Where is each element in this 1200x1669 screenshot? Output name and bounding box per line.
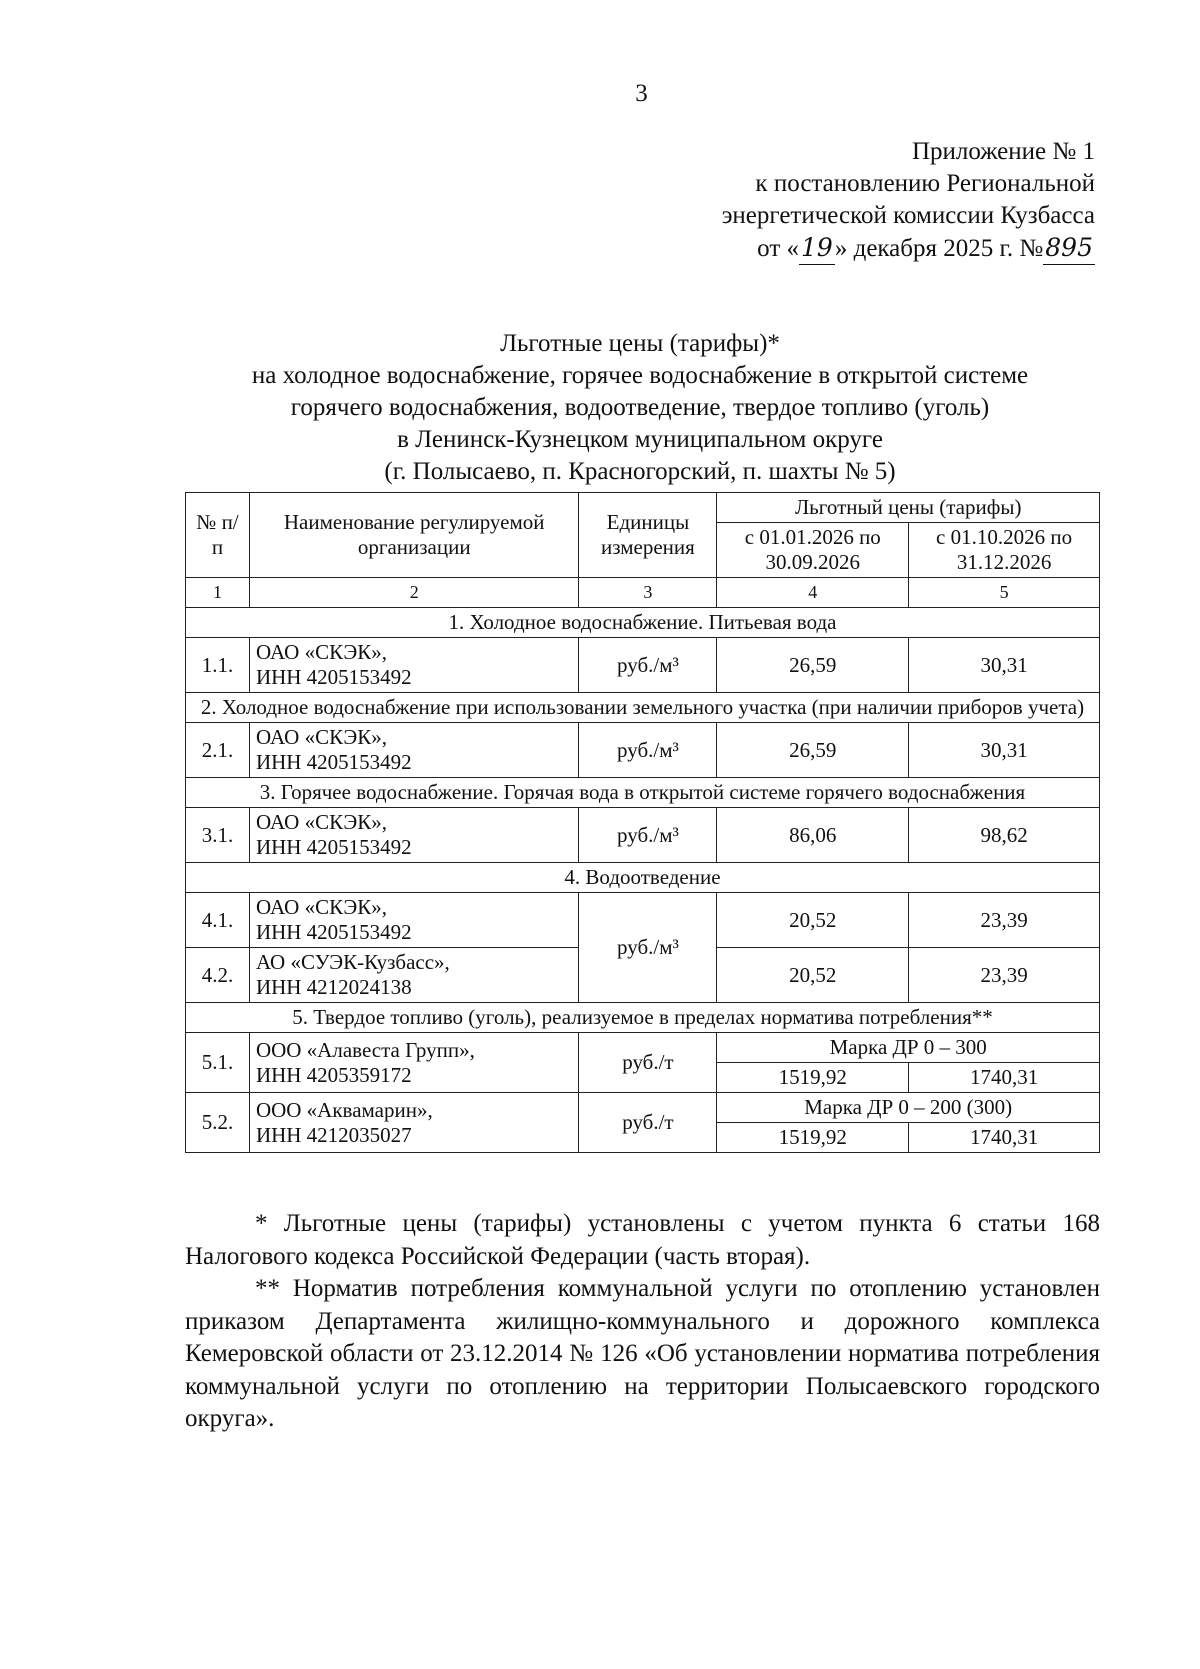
org-inn: ИНН 4205153492 xyxy=(255,750,412,774)
org-name: ООО «Аквамарин», xyxy=(255,1097,433,1122)
heading-title: Льготные цены (тарифы)* xyxy=(500,330,780,357)
price-period-2: 23,39 xyxy=(909,893,1100,948)
appendix-line-2: к постановлению Региональной xyxy=(755,170,1095,197)
org-inn: ИНН 4205153492 xyxy=(255,920,412,944)
price-period-1: 1519,92 xyxy=(717,1063,909,1093)
heading-line-3: горячего водоснабжения, водоотведение, твердое топливо (уголь) xyxy=(290,394,990,421)
coal-grade: Марка ДР 0 – 300 xyxy=(717,1033,1100,1063)
org-cell xyxy=(249,1033,579,1093)
row-num: 5.1. xyxy=(186,1033,250,1093)
header-num: № п/п xyxy=(186,493,250,578)
table-row xyxy=(186,638,1100,693)
coal-grade: Марка ДР 0 – 200 (300) xyxy=(717,1093,1100,1123)
date-middle: » декабря 2025 г. № xyxy=(834,235,1044,262)
unit-cell: руб./м³ xyxy=(579,893,717,1003)
column-index: 3 xyxy=(579,578,717,608)
column-index: 4 xyxy=(717,578,909,608)
org-name: ООО «Алавеста Групп», xyxy=(255,1037,475,1062)
price-period-2: 30,31 xyxy=(909,723,1100,778)
unit-cell: руб./т xyxy=(579,1093,717,1153)
header-unit: Единицы измерения xyxy=(579,493,717,578)
table-row xyxy=(186,893,1100,948)
org-name: ОАО «СКЭК», xyxy=(255,725,387,749)
row-num: 4.2. xyxy=(186,948,250,1003)
table-row xyxy=(186,723,1100,778)
section-5-title: 5. Твердое топливо (уголь), реализуемое в пределах норматива потребления** xyxy=(186,1003,1100,1033)
heading-line-5: (г. Полысаево, п. Красногорский, п. шахты № 5) xyxy=(384,458,896,485)
section-4-title: 4. Водоотведение xyxy=(186,863,1100,893)
page-number: 3 xyxy=(635,80,648,107)
header-prices: Льготный цены (тарифы) xyxy=(717,493,1100,523)
org-cell xyxy=(249,948,579,1003)
price-period-2: 1740,31 xyxy=(909,1123,1100,1153)
header-org: Наименование регулируемой организации xyxy=(249,493,579,578)
handwritten-number: 895 xyxy=(1043,232,1095,265)
table-row xyxy=(186,1093,1100,1123)
org-cell xyxy=(249,638,579,693)
column-index: 2 xyxy=(249,578,579,608)
org-cell xyxy=(249,1093,579,1153)
appendix-block xyxy=(655,136,1095,265)
table-row xyxy=(186,1033,1100,1063)
org-cell xyxy=(249,893,579,948)
price-period-2: 1740,31 xyxy=(909,1063,1100,1093)
price-period-1: 20,52 xyxy=(717,948,909,1003)
heading-line-4: в Ленинск-Кузнецком муниципальном округе xyxy=(397,426,883,453)
table-row xyxy=(186,808,1100,863)
org-cell xyxy=(249,808,579,863)
column-index: 1 xyxy=(186,578,250,608)
header-period-1: с 01.01.2026 по 30.09.2026 xyxy=(717,523,909,578)
footnotes xyxy=(185,1208,1100,1436)
row-num: 1.1. xyxy=(186,638,250,693)
heading-line-2: на холодное водоснабжение, горячее водоснабжение в открытой системе xyxy=(251,362,1029,389)
section-2-title: 2. Холодное водоснабжение при использовании земельного участка (при наличии приборов учета) xyxy=(186,693,1100,723)
appendix-line-3: энергетической комиссии Кузбасса xyxy=(721,202,1095,229)
price-period-2: 23,39 xyxy=(909,948,1100,1003)
appendix-title: Приложение № 1 xyxy=(911,138,1095,165)
row-num: 3.1. xyxy=(186,808,250,863)
unit-cell: руб./м³ xyxy=(579,808,717,863)
org-inn: ИНН 4205359172 xyxy=(255,1062,412,1087)
document-heading xyxy=(190,328,1090,488)
price-period-1: 20,52 xyxy=(717,893,909,948)
org-name: ОАО «СКЭК», xyxy=(255,810,387,834)
org-inn: ИНН 4212024138 xyxy=(255,975,412,999)
price-period-1: 1519,92 xyxy=(717,1123,909,1153)
org-cell xyxy=(249,723,579,778)
org-inn: ИНН 4212035027 xyxy=(255,1122,412,1147)
tariff-table xyxy=(185,492,1100,1153)
date-prefix: от « xyxy=(757,235,800,262)
price-period-1: 26,59 xyxy=(717,723,909,778)
org-inn: ИНН 4205153492 xyxy=(255,665,412,689)
price-period-2: 30,31 xyxy=(909,638,1100,693)
org-name: АО «СУЭК-Кузбасс», xyxy=(255,950,450,974)
unit-cell: руб./т xyxy=(579,1033,717,1093)
price-period-2: 98,62 xyxy=(909,808,1100,863)
unit-cell: руб./м³ xyxy=(579,638,717,693)
price-period-1: 86,06 xyxy=(717,808,909,863)
unit-cell: руб./м³ xyxy=(579,723,717,778)
footnote-2: ** Норматив потребления коммунальной услуги по отоплению установлен приказом Департамента жилищно-коммунального и дорожного комплекса Кемеровской области от 23.12.2014 № 126 «Об установлении норматива потребления коммунальной услуги по отоплению на территории Полысаевского городского округа». xyxy=(185,1275,1100,1432)
handwritten-day: 19 xyxy=(799,232,835,265)
column-index-row xyxy=(186,578,1100,608)
org-inn: ИНН 4205153492 xyxy=(255,835,412,859)
price-period-1: 26,59 xyxy=(717,638,909,693)
section-1-title: 1. Холодное водоснабжение. Питьевая вода xyxy=(186,608,1100,638)
footnote-1: * Льготные цены (тарифы) установлены с учетом пункта 6 статьи 168 Налогового кодекса Российской Федерации (часть вторая). xyxy=(185,1210,1100,1270)
column-index: 5 xyxy=(909,578,1100,608)
section-3-title: 3. Горячее водоснабжение. Горячая вода в открытой системе горячего водоснабжения xyxy=(186,778,1100,808)
org-name: ОАО «СКЭК», xyxy=(255,895,387,919)
row-num: 2.1. xyxy=(186,723,250,778)
header-period-2: с 01.10.2026 по 31.12.2026 xyxy=(909,523,1100,578)
appendix-date-line xyxy=(655,232,1095,265)
row-num: 4.1. xyxy=(186,893,250,948)
row-num: 5.2. xyxy=(186,1093,250,1153)
org-name: ОАО «СКЭК», xyxy=(255,640,387,664)
